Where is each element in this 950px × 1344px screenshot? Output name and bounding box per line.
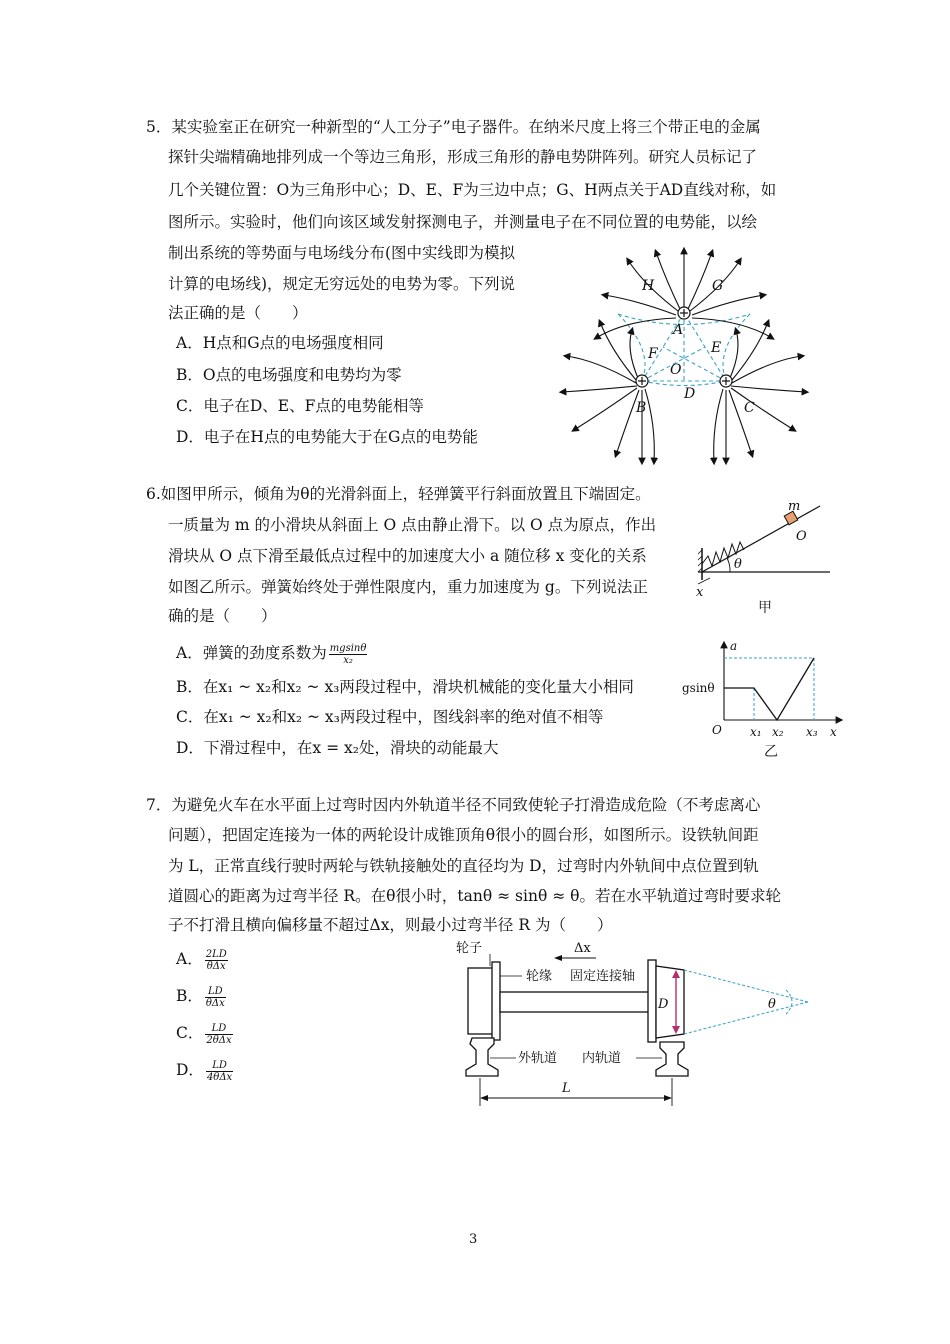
q5-option-d[interactable]: D．电子在H点的电势能大于在G点的电势能: [176, 428, 478, 446]
q6-line-3: 滑块从 O 点下滑至最低点过程中的加速度大小 a 随位移 x 变化的关系: [168, 547, 647, 565]
label-O: O: [670, 362, 682, 378]
q7-option-b[interactable]: [176, 983, 228, 1009]
q7-option-d-fraction: [206, 1060, 233, 1083]
q7-label-axle: 固定连接轴: [570, 969, 636, 984]
label-A: A: [673, 322, 684, 338]
yi-a: a: [730, 639, 738, 653]
q7-option-b-label: B．: [176, 987, 203, 1005]
q6-option-d[interactable]: D．下滑过程中，在x = x₂处，滑块的动能最大: [176, 739, 499, 757]
q5-option-b[interactable]: B．O点的电场强度和电势均为零: [176, 366, 402, 384]
q7-option-d-num: LD: [206, 1060, 233, 1072]
q6-option-b[interactable]: B．在x₁ ~ x₂和x₂ ~ x₃两段过程中，滑块机械能的变化量大小相同: [176, 678, 634, 696]
yi-gsin: gsinθ: [682, 681, 715, 695]
q6-incline-diagram: [690, 500, 840, 616]
q5-line-7: 法正确的是（ ）: [168, 304, 308, 322]
jia-O: O: [796, 529, 807, 544]
label-C: C: [744, 400, 755, 416]
q7-label-D: D: [658, 997, 669, 1012]
q5-field-diagram: [556, 240, 826, 468]
q7-label-theta: θ: [768, 997, 776, 1012]
label-E: E: [711, 340, 722, 356]
q5-line-5: 制出系统的等势面与电场线分布(图中实线即为模拟: [168, 244, 516, 262]
q7-option-d-den: 4θΔx: [206, 1071, 233, 1083]
q6-option-c[interactable]: C．在x₁ ~ x₂和x₂ ~ x₃两段过程中，图线斜率的绝对值不相等: [176, 708, 604, 726]
q6-option-a[interactable]: [176, 640, 369, 666]
q6-line-2: 一质量为 m 的小滑块从斜面上 O 点由静止滑下。以 O 点为原点，作出: [168, 516, 657, 534]
q7-option-a-num: 2LD: [205, 948, 227, 960]
yi-caption: 乙: [764, 744, 778, 760]
q7-option-a[interactable]: [176, 946, 230, 972]
q5-line-6: 计算的电场线)，规定无穷远处的电势为零。下列说: [168, 275, 516, 293]
q7-option-a-fraction: [205, 949, 228, 972]
label-F: F: [648, 346, 658, 362]
yi-x2: x₂: [772, 725, 784, 739]
q6-option-a-den: x₂: [343, 654, 353, 666]
q5-option-c[interactable]: C．电子在D、E、F点的电势能相等: [176, 397, 424, 415]
q5-line-3: 几个关键位置：O为三角形中心；D、E、F为三边中点；G、H两点关于AD直线对称，如: [168, 181, 777, 199]
jia-theta: θ: [734, 557, 742, 572]
q7-label-wheel: 轮子: [456, 941, 483, 956]
q7-option-a-den: θΔx: [206, 960, 226, 972]
q7-label-inner: 内轨道: [582, 1051, 622, 1066]
jia-x: x: [696, 585, 704, 600]
q5-option-a[interactable]: A．H点和G点的电场强度相同: [176, 334, 384, 352]
q7-option-c-label: C．: [176, 1024, 204, 1042]
q7-label-dx: Δx: [574, 941, 591, 956]
q7-line-1: 7．为避免火车在水平面上过弯时因内外轨道半径不同致使轮子打滑造成危险（不考虑离心: [146, 796, 761, 814]
q6-line-1: 6.如图甲所示，倾角为θ的光滑斜面上，轻弹簧平行斜面放置且下端固定。: [146, 485, 651, 503]
q7-option-b-num: LD: [205, 986, 226, 998]
label-H: H: [642, 278, 655, 294]
q6-accel-graph: [680, 636, 850, 766]
q7-option-c[interactable]: [176, 1020, 235, 1046]
page-number: 3: [469, 1232, 478, 1247]
q7-label-L: L: [562, 1081, 571, 1096]
yi-O: O: [712, 723, 722, 737]
q7-option-c-num: LD: [205, 1023, 232, 1035]
q7-line-3: 为 L，正常直线行驶时两轮与铁轨接触处的直径均为 D，过弯时内外轨间中点位置到轨: [168, 857, 759, 875]
jia-m: m: [788, 500, 801, 514]
q6-line-4: 如图乙所示。弹簧始终处于弹性限度内，重力加速度为 g。下列说法正: [168, 578, 648, 596]
q7-option-b-fraction: [205, 986, 226, 1009]
yi-x1: x₁: [750, 725, 762, 739]
yi-x3: x₃: [806, 725, 818, 739]
q7-line-5: 子不打滑且横向偏移量不超过Δx，则最小过弯半径 R 为（ ）: [168, 916, 613, 934]
q5-line-2: 探针尖端精确地排列成一个等边三角形，形成三角形的静电势阱阵列。研究人员标记了: [168, 148, 758, 166]
label-G: G: [712, 278, 724, 294]
q7-option-c-fraction: [205, 1023, 232, 1046]
q6-option-a-num: mgsinθ: [329, 642, 367, 654]
yi-x: x: [830, 725, 837, 739]
jia-caption: 甲: [758, 600, 772, 616]
q7-option-c-den: 2θΔx: [206, 1034, 232, 1046]
q7-label-outer: 外轨道: [518, 1051, 558, 1066]
q6-option-a-text: A．弹簧的劲度系数为: [176, 644, 327, 662]
q7-line-4: 道圆心的距离为过弯半径 R。在θ很小时，tanθ ≈ sinθ ≈ θ。若在水平轨道过弯时要求轮: [168, 887, 781, 905]
q7-label-rim: 轮缘: [526, 969, 553, 984]
q6-line-5: 确的是（ ）: [168, 607, 277, 625]
label-D: D: [684, 386, 696, 402]
q7-option-d[interactable]: [176, 1057, 235, 1083]
q5-line-4: 图所示。实验时，他们向该区域发射探测电子，并测量电子在不同位置的电势能，以绘: [168, 213, 758, 231]
q6-option-a-fraction: [329, 643, 368, 666]
q7-option-d-label: D．: [176, 1061, 204, 1079]
label-B: B: [636, 400, 647, 416]
q7-line-2: 问题），把固定连接为一体的两轮设计成锥顶角θ很小的圆台形，如图所示。设铁轨间距: [168, 826, 759, 844]
q7-option-b-den: θΔx: [205, 997, 225, 1009]
q5-line-1: 5．某实验室正在研究一种新型的“人工分子”电子器件。在纳米尺度上将三个带正电的金属: [146, 118, 761, 136]
q7-option-a-label: A．: [176, 950, 203, 968]
q7-wheelset-diagram: [446, 940, 826, 1110]
